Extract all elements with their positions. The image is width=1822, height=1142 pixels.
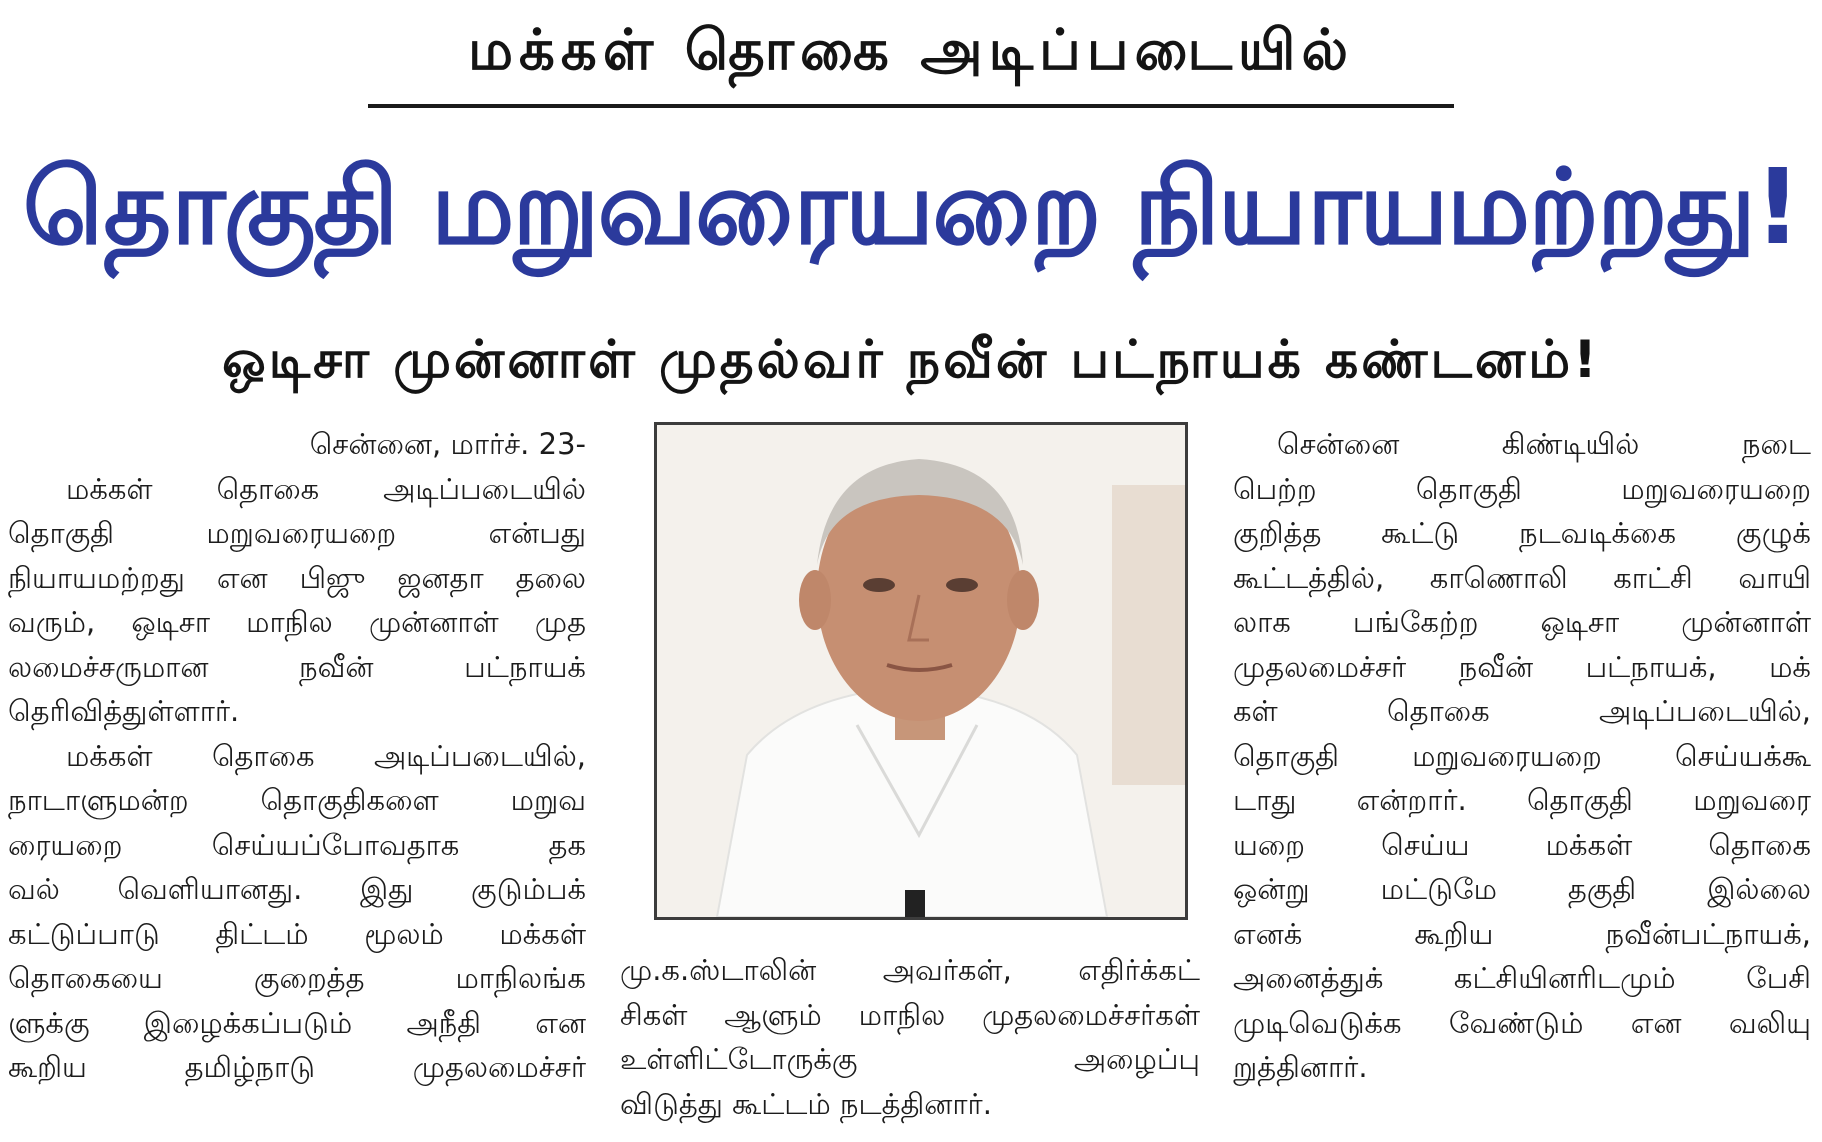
body-line: மு.க.ஸ்டாலின் அவர்கள், எதிர்க்கட்: [620, 953, 1200, 987]
body-line: தொகுதி மறுவரையறை என்பது: [8, 516, 586, 550]
body-line: சிகள் ஆளும் மாநில முதலமைச்சர்கள்: [620, 997, 1200, 1032]
left-column: [8, 422, 586, 1090]
right-column: [1233, 422, 1811, 1090]
body-line: மக்கள் தொகை அடிப்படையில்: [66, 471, 586, 506]
body-line: ளுக்கு இழைக்கப்படும் அநீதி என: [8, 1005, 586, 1040]
body-line: வரும், ஒடிசா மாநில முன்னாள் முத: [8, 605, 586, 639]
middle-column: [620, 948, 1200, 1126]
body-line: எனக் கூறிய நவீன்பட்நாயக்,: [1233, 916, 1811, 951]
body-line: அனைத்துக் கட்சியினரிடமும் பேசி: [1233, 961, 1811, 995]
body-line: வல் வெளியானது. இது குடும்பக்: [8, 872, 586, 906]
body-line: முதலமைச்சர் நவீன் பட்நாயக், மக்: [1233, 649, 1811, 684]
body-line: மக்கள் தொகை அடிப்படையில்,: [66, 738, 586, 773]
body-line: உள்ளிட்டோருக்கு அழைப்பு: [620, 1042, 1200, 1076]
portrait-photo: [654, 422, 1188, 920]
body-line: யறை செய்ய மக்கள் தொகை: [1233, 827, 1811, 862]
body-line: விடுத்து கூட்டம் நடத்தினார்.: [620, 1086, 992, 1121]
body-line: நியாயமற்றது என பிஜு ஜனதா தலை: [8, 560, 586, 595]
kicker-rule: [368, 104, 1454, 108]
body-line: ஒன்று மட்டுமே தகுதி இல்லை: [1233, 872, 1811, 906]
main-headline: தொகுதி மறுவரையறை நியாயமற்றது!: [22, 146, 1800, 268]
body-line: லமைச்சருமான நவீன் பட்நாயக்: [8, 649, 586, 684]
body-line: குறித்த கூட்டு நடவடிக்கை குழுக்: [1233, 516, 1811, 550]
body-line: நாடாளுமன்ற தொகுதிகளை மறுவ: [8, 783, 586, 817]
kicker-headline: மக்கள் தொகை அடிப்படையில்: [467, 18, 1355, 83]
body-line: றுத்தினார்.: [1233, 1050, 1368, 1084]
body-line: கட்டுப்பாடு திட்டம் மூலம் மக்கள்: [8, 916, 586, 951]
body-line: கள் தொகை அடிப்படையில்,: [1233, 694, 1811, 728]
body-line: தொகுதி மறுவரையறை செய்யக்கூ: [1233, 738, 1811, 773]
body-line: கூட்டத்தில், காணொலி காட்சி வாயி: [1233, 560, 1811, 595]
dateline: சென்னை, மார்ச். 23-: [309, 427, 586, 461]
body-line: தொகையை குறைத்த மாநிலங்க: [8, 961, 586, 995]
body-line: லாக பங்கேற்ற ஒடிசா முன்னாள்: [1233, 605, 1811, 639]
body-line: ரையறை செய்யப்போவதாக தக: [8, 827, 586, 862]
body-line: பெற்ற தொகுதி மறுவரையறை: [1233, 471, 1811, 506]
body-line: தெரிவித்துள்ளார்.: [8, 694, 240, 728]
body-line: சென்னை கிண்டியில் நடை: [1277, 427, 1811, 461]
body-line: கூறிய தமிழ்நாடு முதலமைச்சர்: [8, 1050, 586, 1084]
subheadline: ஒடிசா முன்னாள் முதல்வர் நவீன் பட்நாயக் கண்டனம்!: [222, 330, 1600, 390]
body-line: முடிவெடுக்க வேண்டும் என வலியு: [1233, 1005, 1811, 1040]
body-line: டாது என்றார். தொகுதி மறுவரை: [1233, 783, 1811, 817]
